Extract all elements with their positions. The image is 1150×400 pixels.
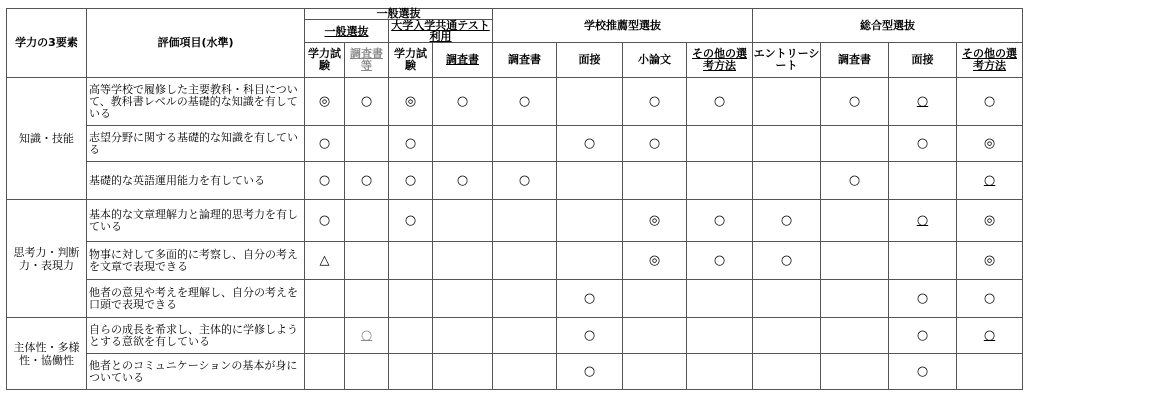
mark-cell bbox=[433, 126, 493, 162]
criteria-cell: 基本的な文章理解力と論理的思考力を有している bbox=[87, 200, 305, 242]
header-criteria: 評価項目(水準) bbox=[87, 9, 305, 78]
mark-cell bbox=[557, 126, 623, 162]
mark-cell bbox=[889, 354, 957, 390]
mark-cell bbox=[433, 200, 493, 242]
mark-cell bbox=[821, 126, 889, 162]
category-cell: 知識・技能 bbox=[7, 78, 87, 200]
evaluation-mark: ○ bbox=[648, 135, 661, 151]
mark-cell bbox=[687, 318, 753, 354]
mark-cell bbox=[623, 78, 687, 126]
evaluation-mark: ○ bbox=[318, 172, 331, 188]
mark-cell bbox=[821, 242, 889, 280]
mark-cell bbox=[493, 318, 557, 354]
evaluation-mark: ○ bbox=[583, 363, 596, 379]
evaluation-mark: ◎ bbox=[318, 93, 331, 109]
mark-cell bbox=[753, 242, 821, 280]
evaluation-table bbox=[6, 8, 1023, 390]
method-header-3: 調査書 bbox=[433, 43, 493, 78]
mark-cell bbox=[753, 354, 821, 390]
evaluation-mark: ◎ bbox=[404, 93, 417, 109]
mark-cell bbox=[821, 318, 889, 354]
criteria-cell: 高等学校で履修した主要教科・科目について、教科書レベルの基礎的な知識を有している bbox=[87, 78, 305, 126]
evaluation-mark: ○ bbox=[780, 212, 793, 228]
evaluation-mark: ○ bbox=[848, 172, 861, 188]
header-three-elements: 学力の3要素 bbox=[7, 9, 87, 78]
mark-cell bbox=[957, 280, 1023, 318]
mark-cell bbox=[493, 126, 557, 162]
mark-cell bbox=[957, 318, 1023, 354]
method-header-7: その他の選考方法 bbox=[687, 43, 753, 78]
mark-cell bbox=[557, 78, 623, 126]
criteria-cell: 志望分野に関する基礎的な知識を有している bbox=[87, 126, 305, 162]
evaluation-mark: ○ bbox=[404, 172, 417, 188]
mark-cell bbox=[433, 78, 493, 126]
mark-cell bbox=[889, 126, 957, 162]
mark-cell bbox=[389, 78, 433, 126]
method-header-4: 調査書 bbox=[493, 43, 557, 78]
evaluation-table-container bbox=[6, 8, 1023, 390]
mark-cell bbox=[433, 280, 493, 318]
mark-cell bbox=[557, 162, 623, 200]
table-body bbox=[7, 78, 1023, 390]
category-cell: 思考力・判断力・表現力 bbox=[7, 200, 87, 318]
mark-cell bbox=[687, 126, 753, 162]
evaluation-mark: ○ bbox=[713, 93, 726, 109]
mark-cell bbox=[433, 354, 493, 390]
mark-cell bbox=[821, 200, 889, 242]
mark-cell bbox=[493, 200, 557, 242]
table-row bbox=[7, 280, 1023, 318]
mark-cell bbox=[557, 242, 623, 280]
evaluation-mark: ○ bbox=[583, 327, 596, 343]
mark-cell bbox=[889, 162, 957, 200]
mark-cell bbox=[753, 78, 821, 126]
method-header-11: その他の選考方法 bbox=[957, 43, 1023, 78]
evaluation-mark: ○ bbox=[916, 290, 929, 306]
mark-cell bbox=[957, 162, 1023, 200]
mark-cell bbox=[623, 162, 687, 200]
mark-cell bbox=[821, 162, 889, 200]
evaluation-mark: ◎ bbox=[983, 135, 996, 151]
mark-cell bbox=[493, 162, 557, 200]
mark-cell bbox=[305, 200, 345, 242]
evaluation-mark: ○ bbox=[713, 212, 726, 228]
evaluation-mark: ○ bbox=[648, 93, 661, 109]
table-row bbox=[7, 78, 1023, 126]
mark-cell bbox=[557, 318, 623, 354]
evaluation-mark: ○ bbox=[360, 93, 373, 109]
mark-cell bbox=[623, 200, 687, 242]
mark-cell bbox=[493, 280, 557, 318]
mark-cell bbox=[305, 318, 345, 354]
mark-cell bbox=[433, 242, 493, 280]
mark-cell bbox=[957, 242, 1023, 280]
table-row bbox=[7, 200, 1023, 242]
evaluation-mark: ○ bbox=[456, 93, 469, 109]
evaluation-mark: ○ bbox=[916, 363, 929, 379]
evaluation-mark: ○ bbox=[916, 327, 929, 343]
mark-cell bbox=[389, 162, 433, 200]
mark-cell bbox=[957, 126, 1023, 162]
evaluation-mark: ○ bbox=[360, 327, 373, 343]
mark-cell bbox=[623, 242, 687, 280]
mark-cell bbox=[889, 78, 957, 126]
mark-cell bbox=[305, 78, 345, 126]
table-row bbox=[7, 354, 1023, 390]
method-header-5: 面接 bbox=[557, 43, 623, 78]
mark-cell bbox=[345, 126, 389, 162]
evaluation-mark: ○ bbox=[983, 172, 996, 188]
evaluation-mark: ◎ bbox=[648, 252, 661, 268]
mark-cell bbox=[389, 126, 433, 162]
criteria-cell: 自らの成長を希求し、主体的に学修しようとする意欲を有している bbox=[87, 318, 305, 354]
mark-cell bbox=[957, 78, 1023, 126]
mark-cell bbox=[623, 318, 687, 354]
method-header-10: 面接 bbox=[889, 43, 957, 78]
evaluation-mark: ○ bbox=[916, 212, 929, 228]
evaluation-mark: ○ bbox=[916, 135, 929, 151]
mark-cell bbox=[345, 280, 389, 318]
mark-cell bbox=[345, 78, 389, 126]
mark-cell bbox=[493, 354, 557, 390]
mark-cell bbox=[493, 242, 557, 280]
evaluation-mark: ○ bbox=[983, 290, 996, 306]
mark-cell bbox=[687, 200, 753, 242]
criteria-cell: 基礎的な英語運用能力を有している bbox=[87, 162, 305, 200]
evaluation-mark: △ bbox=[319, 252, 330, 268]
method-header-1: 調査書等 bbox=[345, 43, 389, 78]
evaluation-mark: ○ bbox=[360, 172, 373, 188]
mark-cell bbox=[753, 318, 821, 354]
mark-cell bbox=[889, 280, 957, 318]
mark-cell bbox=[957, 200, 1023, 242]
evaluation-mark: ○ bbox=[456, 172, 469, 188]
mark-cell bbox=[753, 162, 821, 200]
mark-cell bbox=[889, 200, 957, 242]
criteria-cell: 他者の意見や考えを理解し、自分の考えを口頭で表現できる bbox=[87, 280, 305, 318]
category-cell: 主体性・多様性・協働性 bbox=[7, 318, 87, 390]
mark-cell bbox=[345, 200, 389, 242]
mark-cell bbox=[753, 280, 821, 318]
mark-cell bbox=[305, 162, 345, 200]
mark-cell bbox=[433, 162, 493, 200]
criteria-cell: 他者とのコミュニケーションの基本が身についている bbox=[87, 354, 305, 390]
evaluation-mark: ○ bbox=[848, 93, 861, 109]
table-row bbox=[7, 242, 1023, 280]
header-general-regular: 一般選抜 bbox=[305, 20, 389, 43]
mark-cell bbox=[305, 126, 345, 162]
evaluation-mark: ○ bbox=[518, 172, 531, 188]
mark-cell bbox=[623, 126, 687, 162]
evaluation-mark: ○ bbox=[318, 212, 331, 228]
mark-cell bbox=[557, 354, 623, 390]
mark-cell bbox=[345, 242, 389, 280]
evaluation-mark: ○ bbox=[780, 252, 793, 268]
mark-cell bbox=[623, 280, 687, 318]
criteria-cell: 物事に対して多面的に考察し、自分の考えを文章で表現できる bbox=[87, 242, 305, 280]
mark-cell bbox=[389, 200, 433, 242]
evaluation-mark: ○ bbox=[583, 135, 596, 151]
evaluation-mark: ◎ bbox=[648, 212, 661, 228]
mark-cell bbox=[305, 280, 345, 318]
evaluation-mark: ○ bbox=[404, 212, 417, 228]
mark-cell bbox=[557, 280, 623, 318]
evaluation-mark: ○ bbox=[583, 290, 596, 306]
mark-cell bbox=[687, 78, 753, 126]
mark-cell bbox=[433, 318, 493, 354]
method-header-2: 学力試験 bbox=[389, 43, 433, 78]
mark-cell bbox=[821, 280, 889, 318]
mark-cell bbox=[889, 318, 957, 354]
table-row bbox=[7, 162, 1023, 200]
evaluation-mark: ○ bbox=[983, 93, 996, 109]
evaluation-mark: ○ bbox=[983, 327, 996, 343]
mark-cell bbox=[305, 354, 345, 390]
mark-cell bbox=[389, 318, 433, 354]
evaluation-mark: ○ bbox=[916, 93, 929, 109]
evaluation-mark: ◎ bbox=[983, 252, 996, 268]
mark-cell bbox=[753, 126, 821, 162]
mark-cell bbox=[305, 242, 345, 280]
mark-cell bbox=[753, 200, 821, 242]
mark-cell bbox=[821, 354, 889, 390]
header-common-test: 大学入学共通テスト利用 bbox=[389, 20, 493, 43]
method-header-0: 学力試験 bbox=[305, 43, 345, 78]
mark-cell bbox=[345, 354, 389, 390]
mark-cell bbox=[493, 78, 557, 126]
evaluation-mark: ○ bbox=[518, 93, 531, 109]
mark-cell bbox=[389, 354, 433, 390]
evaluation-mark: ○ bbox=[404, 135, 417, 151]
evaluation-mark: ○ bbox=[713, 252, 726, 268]
table-row bbox=[7, 318, 1023, 354]
evaluation-mark: ◎ bbox=[983, 212, 996, 228]
mark-cell bbox=[889, 242, 957, 280]
header-comprehensive: 総合型選抜 bbox=[753, 9, 1023, 43]
mark-cell bbox=[687, 280, 753, 318]
method-header-8: エントリーシート bbox=[753, 43, 821, 78]
mark-cell bbox=[389, 280, 433, 318]
method-header-6: 小論文 bbox=[623, 43, 687, 78]
mark-cell bbox=[957, 354, 1023, 390]
header-school-recommend: 学校推薦型選抜 bbox=[493, 9, 753, 43]
evaluation-mark: ○ bbox=[318, 135, 331, 151]
header-general: 一般選抜 bbox=[305, 9, 493, 20]
method-header-9: 調査書 bbox=[821, 43, 889, 78]
mark-cell bbox=[345, 318, 389, 354]
mark-cell bbox=[345, 162, 389, 200]
mark-cell bbox=[623, 354, 687, 390]
mark-cell bbox=[557, 200, 623, 242]
mark-cell bbox=[687, 242, 753, 280]
mark-cell bbox=[821, 78, 889, 126]
mark-cell bbox=[389, 242, 433, 280]
table-row bbox=[7, 126, 1023, 162]
mark-cell bbox=[687, 162, 753, 200]
mark-cell bbox=[687, 354, 753, 390]
